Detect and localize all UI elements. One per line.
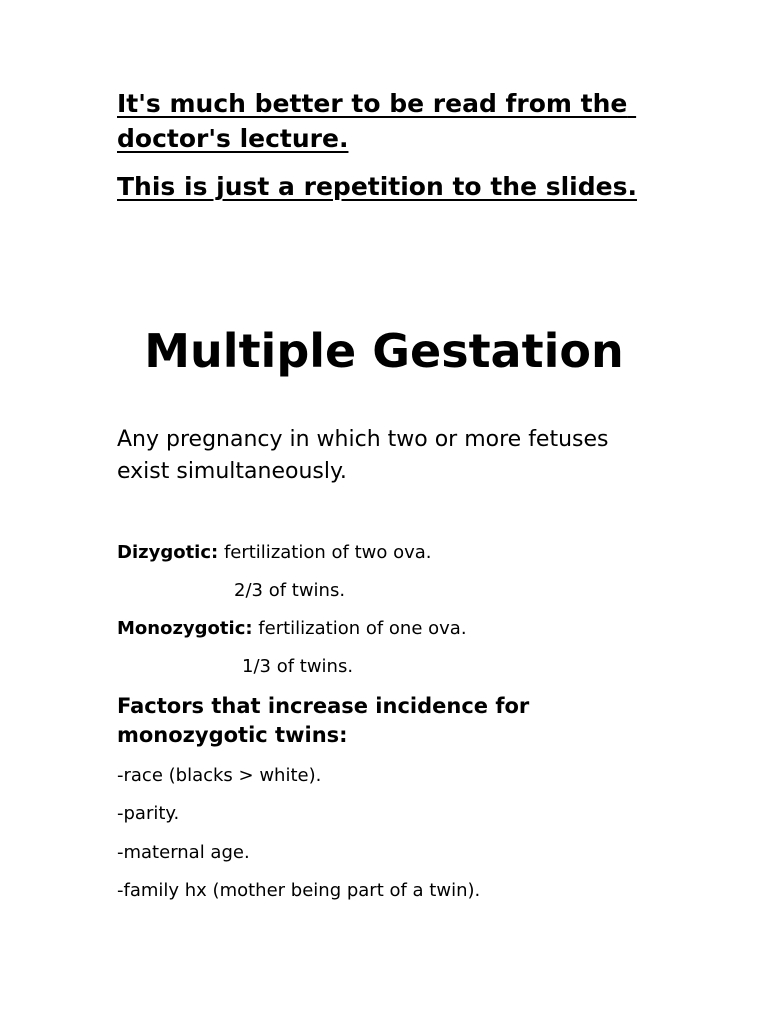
factor-item-race: -race (blacks > white). (117, 765, 322, 786)
monozygotic-row (117, 617, 467, 641)
page-title: Multiple Gestation (144, 324, 624, 378)
definition-text: Any pregnancy in which two or more fetuses exist simultaneously. (117, 427, 609, 484)
dizygotic-term: Dizygotic: (117, 542, 219, 563)
factor-item-maternal-age: -maternal age. (117, 842, 250, 863)
dizygotic-fraction: 2/3 of twins. (234, 580, 346, 601)
monozygotic-fraction: 1/3 of twins. (242, 656, 354, 677)
lecture-note: It's much better to be read from the doctor's lecture. (117, 89, 637, 153)
factor-item-parity: -parity. (117, 803, 180, 824)
factors-heading: Factors that increase incidence for monozygotic twins: (117, 694, 530, 747)
factor-item-family-history: -family hx (mother being part of a twin). (117, 880, 481, 901)
monozygotic-description: fertilization of one ova. (252, 618, 467, 639)
dizygotic-row (117, 541, 432, 565)
monozygotic-term: Monozygotic: (117, 618, 253, 639)
dizygotic-description: fertilization of two ova. (218, 542, 432, 563)
repetition-note: This is just a repetition to the slides. (117, 172, 637, 201)
